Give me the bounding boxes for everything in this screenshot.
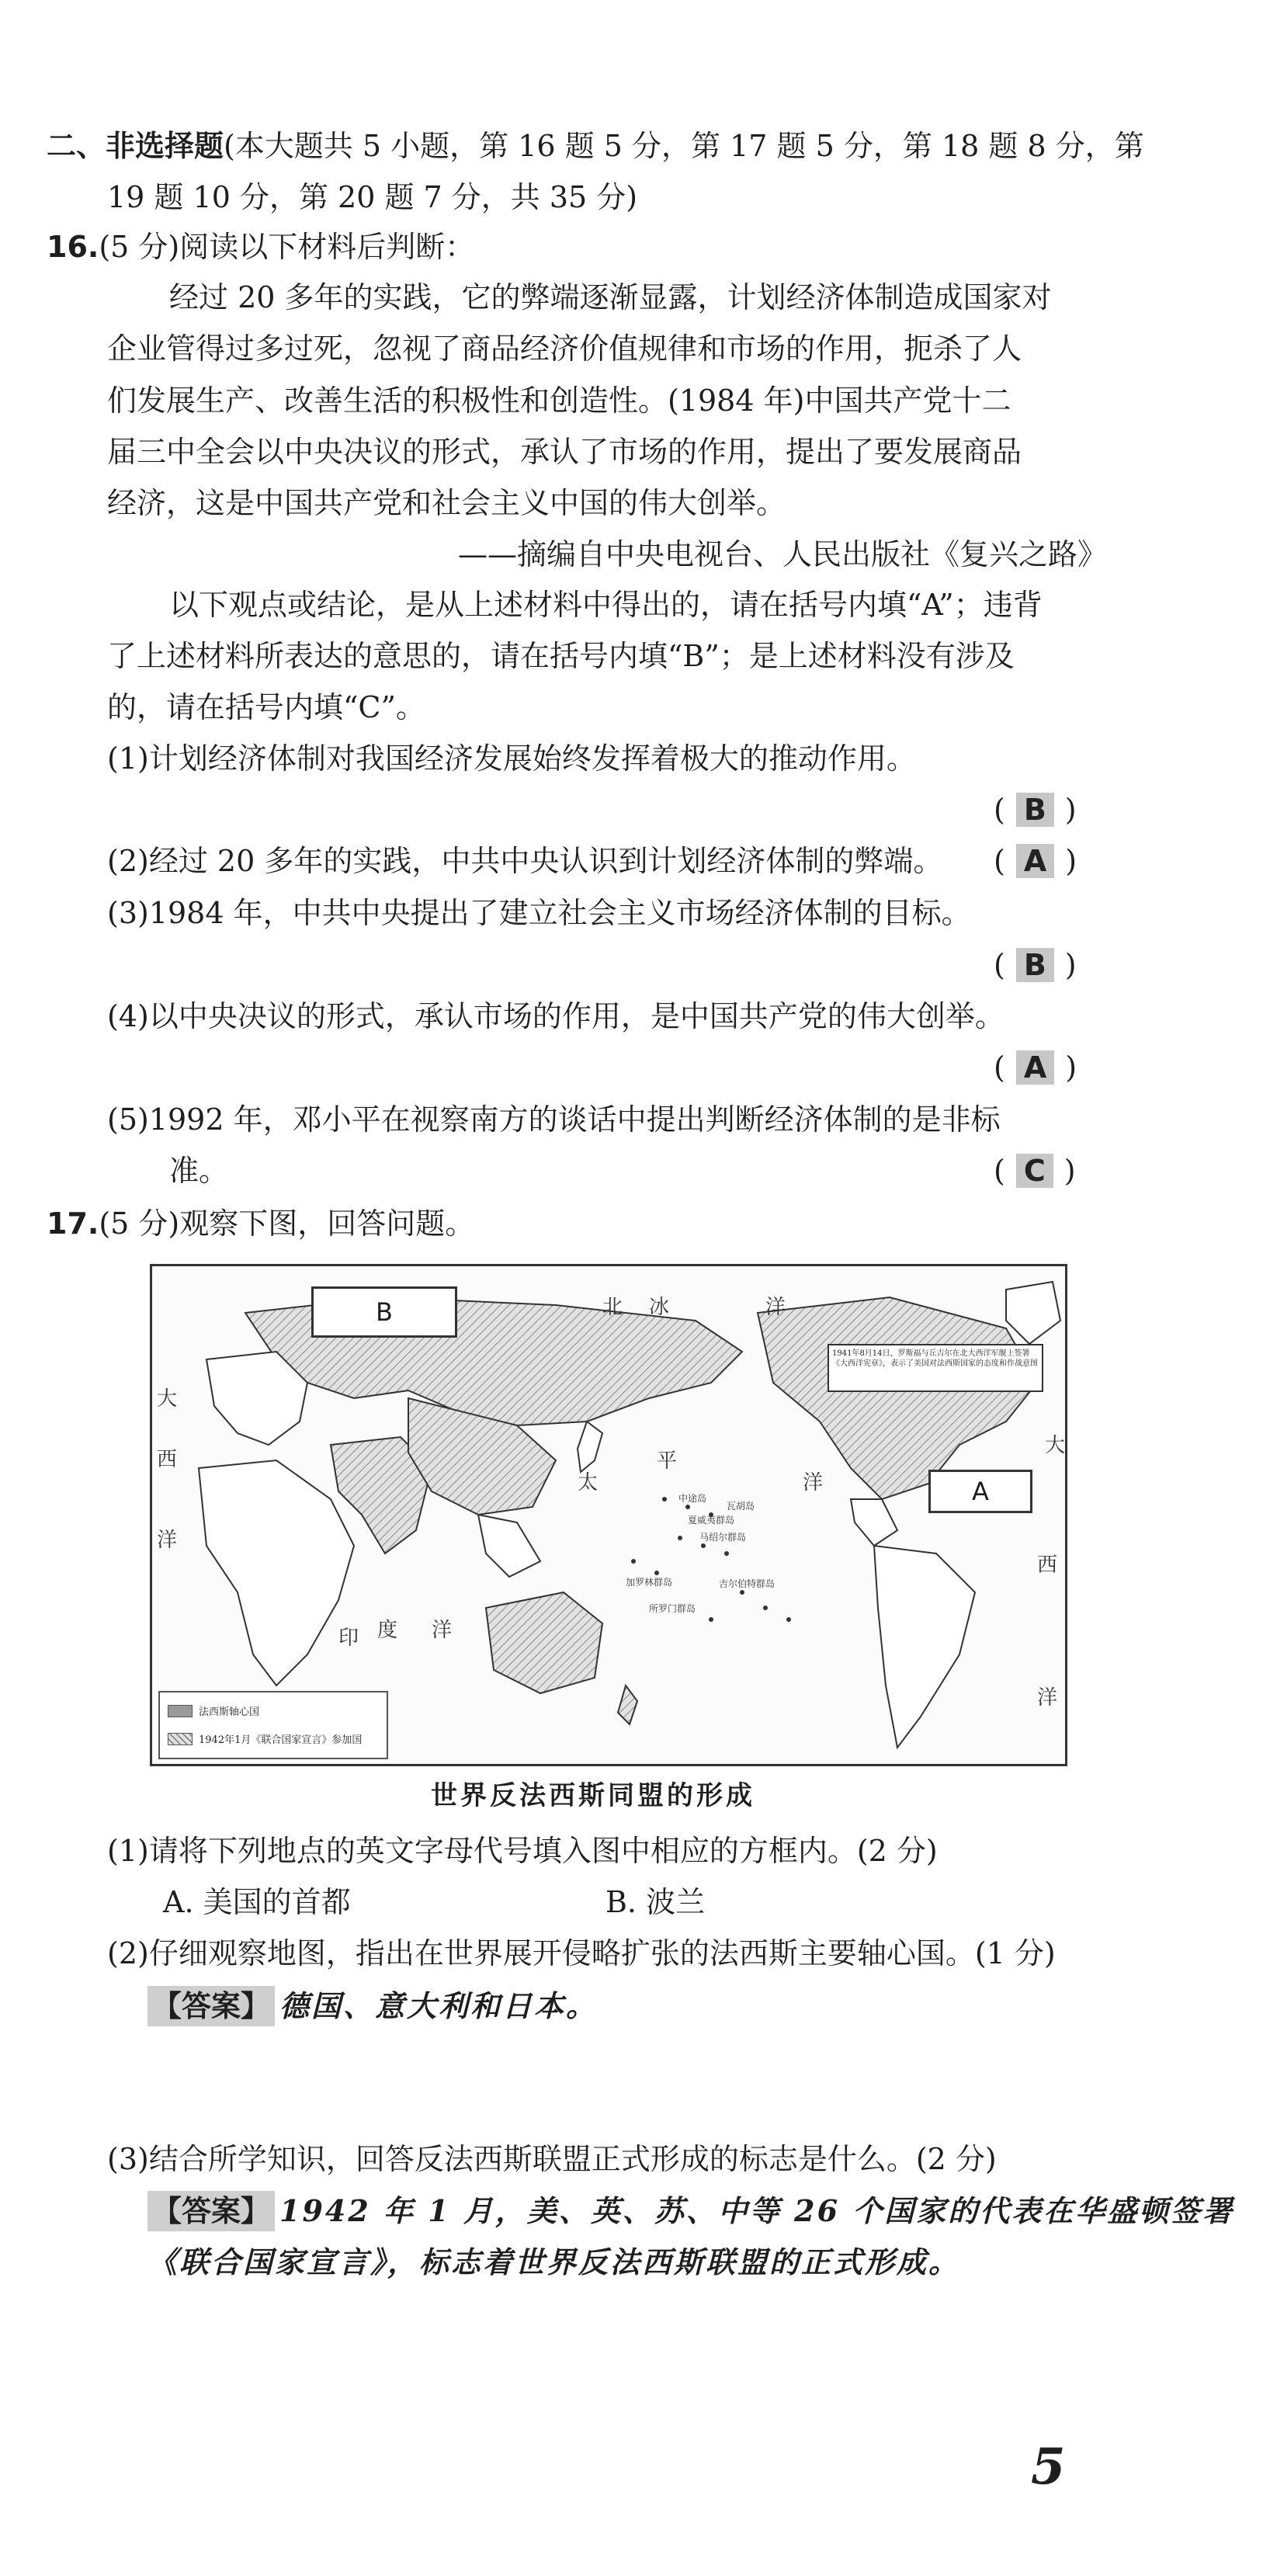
- answer-box: A: [1016, 844, 1054, 878]
- q17-number: 17.: [47, 1206, 99, 1241]
- map-caption: 世界反法西斯同盟的形成: [431, 1780, 755, 1811]
- ocean-label: 洋: [157, 1529, 178, 1552]
- q16-item-1-answer: ( B ): [994, 793, 1077, 827]
- ocean-label: 大: [157, 1387, 178, 1411]
- answer-box: C: [1016, 1154, 1053, 1188]
- island-label: 夏威夷群岛: [688, 1515, 735, 1526]
- q17-sub2-answer: [147, 1986, 598, 2026]
- island-label: 马绍尔群岛: [699, 1532, 747, 1543]
- section-description: (本大题共 5 小题，第 16 题 5 分，第 17 题 5 分，第 18 题 8 分，第: [224, 129, 1144, 163]
- ocean-label: 北: [602, 1296, 623, 1319]
- island-label: 所罗门群岛: [649, 1603, 696, 1614]
- ocean-label: 洋: [1037, 1686, 1058, 1710]
- ocean-label: 冰: [649, 1296, 670, 1319]
- ocean-label: 西: [157, 1448, 178, 1471]
- q16-material-line: 经过 20 多年的实践，它的弊端逐渐显露，计划经济体制造成国家对: [169, 280, 1052, 314]
- q17-prompt: (5 分)观察下图，回答问题。: [99, 1206, 475, 1241]
- answer-box: B: [1016, 948, 1054, 982]
- q17-option-b: B. 波兰: [605, 1885, 706, 1919]
- q17-header: [47, 1203, 474, 1244]
- q17-sub2: (2)仔细观察地图，指出在世界展开侵略扩张的法西斯主要轴心国。(1 分): [107, 1936, 1056, 1970]
- answer-tag: 【答案】: [147, 2191, 275, 2231]
- q16-item-1: (1)计划经济体制对我国经济发展始终发挥着极大的推动作用。: [107, 741, 916, 776]
- island-label: 瓦胡岛: [727, 1501, 755, 1512]
- greenland-landmass: [1006, 1282, 1060, 1344]
- q16-source: ——摘编自中央电视台、人民出版社《复兴之路》: [458, 537, 1108, 571]
- island-label: 吉尔伯特群岛: [719, 1578, 775, 1589]
- south-america-landmass: [874, 1546, 975, 1748]
- map-callout: 1941年8月14日，罗斯福与丘吉尔在北大西洋军舰上签署《大西洋宪章》，表示了美国对法西斯国家的态度和作战意图: [828, 1344, 1043, 1392]
- ocean-label: 洋: [803, 1471, 824, 1495]
- answer-tag: 【答案】: [147, 1986, 275, 2026]
- q16-item-3: (3)1984 年，中共中央提出了建立社会主义市场经济体制的目标。: [107, 896, 971, 930]
- ocean-label: 太: [578, 1471, 599, 1495]
- africa-landmass: [199, 1460, 354, 1686]
- answer-box: B: [1016, 793, 1054, 827]
- q16-material-line: 届三中全会以中央决议的形式，承认了市场的作用，提出了要发展商品: [107, 435, 1022, 469]
- legend-label: 1942年1月《联合国家宣言》参加国: [199, 1734, 363, 1746]
- legend-row: [168, 1731, 362, 1746]
- ocean-label: 印: [338, 1626, 359, 1650]
- q16-item-5: (5)1992 年，邓小平在视察南方的谈话中提出判断经济体制的是非标: [107, 1102, 1001, 1137]
- island-label: 加罗林群岛: [626, 1577, 673, 1588]
- ocean-label: 洋: [432, 1619, 453, 1642]
- ocean-label: 平: [657, 1449, 678, 1473]
- island-label: 中途岛: [678, 1493, 707, 1504]
- map-legend: [158, 1691, 388, 1759]
- q16-item-2-answer: ( A ): [994, 844, 1077, 878]
- page-number: 5: [1031, 2438, 1066, 2496]
- answer-text: 德国、意大利和日本。: [279, 1988, 599, 2023]
- q16-header: [47, 227, 474, 267]
- q17-sub1: (1)请将下列地点的英文字母代号填入图中相应的方框内。(2 分): [107, 1834, 938, 1868]
- q16-material-line: 们发展生产、改善生活的积极性和创造性。(1984 年)中国共产党十二: [107, 384, 1011, 418]
- q16-prompt: (5 分)阅读以下材料后判断：: [99, 230, 475, 264]
- new-zealand-landmass: [618, 1686, 637, 1724]
- section-header: [47, 126, 1144, 166]
- southeast-asia-landmass: [478, 1515, 540, 1577]
- central-america-landmass: [851, 1499, 897, 1546]
- north-america-landmass: [758, 1297, 1037, 1499]
- legend-row: [168, 1703, 259, 1718]
- map-box-a[interactable]: A: [928, 1470, 1032, 1513]
- q16-number: 16.: [47, 230, 99, 264]
- japan-landmass: [578, 1422, 602, 1472]
- ocean-label: 洋: [765, 1296, 786, 1319]
- legend-swatch-axis: [168, 1705, 193, 1717]
- q16-item-2: (2)经过 20 多年的实践，中共中央认识到计划经济体制的弊端。: [107, 844, 943, 878]
- q17-option-a: A. 美国的首都: [163, 1885, 351, 1919]
- q16-material-line: 企业管得过多过死，忽视了商品经济价值规律和市场的作用，扼杀了人: [107, 332, 1022, 366]
- legend-label: 法西斯轴心国: [199, 1706, 260, 1718]
- australia-landmass: [486, 1592, 602, 1693]
- q17-sub3-answer-cont: [147, 2242, 960, 2283]
- q16-item-5-answer: ( C ): [994, 1154, 1076, 1188]
- legend-swatch-allies: [168, 1733, 193, 1745]
- q16-instruction-line: 了上述材料所表达的意思的，请在括号内填“B”；是上述材料没有涉及: [107, 639, 1015, 673]
- map-box-b[interactable]: B: [311, 1286, 457, 1338]
- section-title: 二、非选择题: [47, 129, 224, 163]
- q16-instruction-line: 以下观点或结论，是从上述材料中得出的，请在括号内填“A”；违背: [169, 588, 1043, 622]
- q16-item-3-answer: ( B ): [994, 948, 1077, 982]
- q16-item-4-answer: ( A ): [994, 1050, 1077, 1085]
- section-description-line2: 19 题 10 分，第 20 题 7 分，共 35 分): [107, 180, 638, 214]
- world-map: [150, 1264, 1067, 1766]
- answer-box: A: [1016, 1050, 1054, 1085]
- q16-material-line: 经济，这是中国共产党和社会主义中国的伟大创举。: [107, 486, 786, 520]
- q16-instruction-line: 的，请在括号内填“C”。: [107, 690, 425, 724]
- ocean-label: 西: [1037, 1554, 1058, 1577]
- ocean-label: 度: [377, 1619, 398, 1642]
- answer-text: 《联合国家宣言》，标志着世界反法西斯联盟的正式形成。: [147, 2244, 961, 2279]
- map-drawing: [152, 1266, 1065, 1764]
- q17-sub3: (3)结合所学知识，回答反法西斯联盟正式形成的标志是什么。(2 分): [107, 2142, 997, 2176]
- q16-item-5-cont: 准。: [169, 1154, 229, 1188]
- ocean-label: 大: [1045, 1434, 1066, 1457]
- q16-item-4: (4)以中央决议的形式，承认市场的作用，是中国共产党的伟大创举。: [107, 999, 1005, 1033]
- q17-sub3-answer: [147, 2191, 1234, 2231]
- answer-text: 1942 年 1 月，美、英、苏、中等 26 个国家的代表在华盛顿签署: [279, 2193, 1235, 2228]
